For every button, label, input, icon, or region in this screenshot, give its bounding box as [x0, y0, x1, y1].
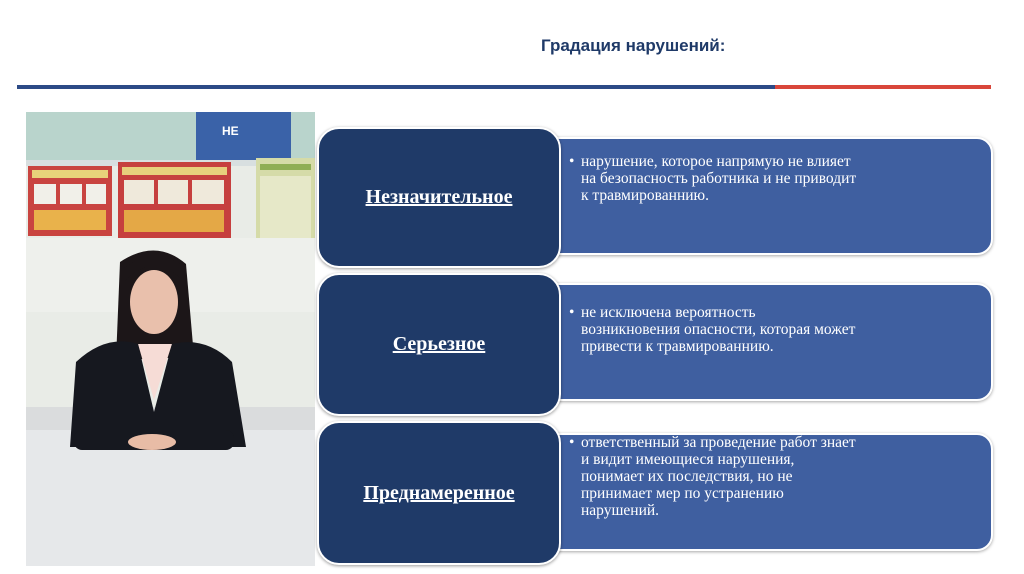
gradation-category-1: Незначительное [317, 127, 561, 268]
gradation-description-3 [540, 433, 993, 551]
description-line: привести к травмированнию. [581, 338, 774, 355]
bullet: • [569, 304, 575, 321]
description-line: понимает их последствия, но не [581, 468, 793, 485]
presenter-photo [26, 112, 315, 566]
gradation-description-1 [540, 137, 993, 255]
description-line: не исключена вероятность [581, 304, 756, 321]
description-line: возникновения опасности, которая может [581, 321, 856, 338]
gradation-category-3: Преднамеренное [317, 421, 561, 565]
gradation-category-2: Серьезное [317, 273, 561, 416]
description-line: к травмированнию. [581, 187, 709, 204]
title-divider-blue [17, 85, 775, 89]
description-line: ответственный за проведение работ знает [581, 434, 856, 451]
slide-title: Градация нарушений: [541, 36, 726, 55]
description-line: на безопасность работника и не приводит [581, 170, 857, 187]
title-divider-red [775, 85, 991, 89]
bullet: • [569, 153, 575, 170]
description-line: нарушений. [581, 502, 660, 519]
description-line: нарушение, которое напрямую не влияет [581, 153, 851, 170]
gradation-description-2 [540, 283, 993, 401]
description-line: принимает мер по устранению [581, 485, 784, 502]
description-line: и видит имеющиеся нарушения, [581, 451, 795, 468]
svg-text:НЕ: НЕ [222, 124, 239, 138]
bullet: • [569, 434, 575, 451]
